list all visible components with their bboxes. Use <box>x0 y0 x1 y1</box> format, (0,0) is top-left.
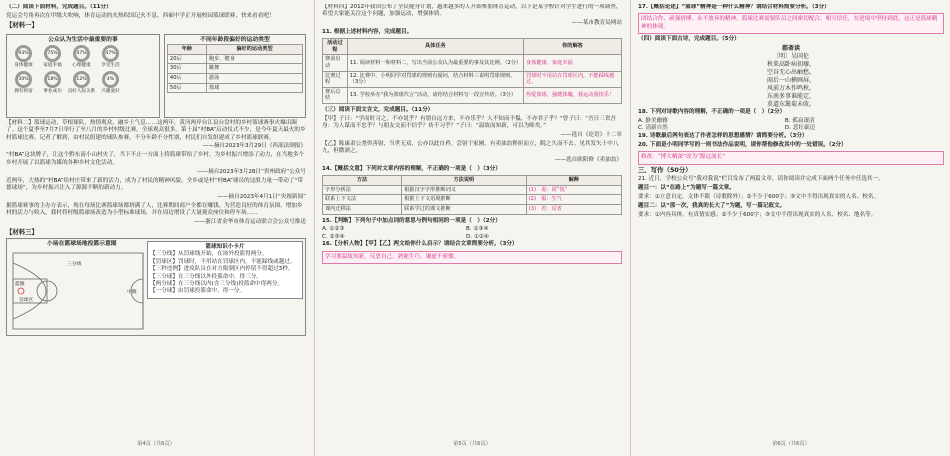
table-cell: 11. 阅读材料一和材料二，写出当前公众认为最重要的事及其比例。（2分） <box>347 55 523 71</box>
card-item: 【三分球】在三分线以外投篮命中，得三分。 <box>150 273 262 280</box>
chart-title: 公众认为生活中最重要的事 <box>48 36 118 43</box>
card-item: 【罚球区】罚球时，不用站在罚球区内，不能踩线或越过。 <box>150 258 296 265</box>
table-header: 方法说明 <box>402 176 527 186</box>
material-2-text: 据篮球赛事的主办方表示，现在每场比赛篮球场都挤满了人，比赛期间商户全都在赚钱。为营造良好的体育氛围，增加乡村的活力与收入，我村将村级篮球场改造为小型标准球场，并在周边增设了大量观众座位和停车场…… <box>6 202 303 217</box>
table-cell: 13. 学校举办“我为篮球代言”活动，请你结合材料写一段宣传语。（3分） <box>347 87 523 103</box>
option: B. ①③④ <box>466 226 489 233</box>
source-note: ——浙江省金华市体育运动联合会公众号推送 <box>194 219 306 226</box>
table-row <box>323 195 622 205</box>
page-4 <box>6 4 306 450</box>
card-title: 篮球知识小卡片 <box>205 243 245 250</box>
material-2-text: “村BA”这块牌子，让这个黔东南小山村火了，当下不止一方面上将篮球带给了乡村，为乡村振兴增添了动力，在当地多个乡村开展了以篮球为媒的各种乡村文化活动。 <box>6 152 305 166</box>
material-2-text: 【材料二】篮球运动，草根球队，热情观众，融乡土气息……这两年，黄河两岸台江县台盘村的乡村篮球赛事火爆出圈了。这个夏季至7月7日举行了至八月的乡村村级比赛，全球观众很多。第十届“村BA”启动仪式不少，是今年夏天最火的乡村篮球比赛。记者了解到，由村民组建的球队参赛，不分年龄不分性别，村民们自发组建成了乡村篮球联赛。 <box>6 119 306 141</box>
table-header: 偏好的运动类型 <box>206 45 302 55</box>
writing-task-1-text: 要求：①立意自定，文体不限（诗歌除外）；②不少于600字；③文中不得出现真实的人名、校名。 <box>638 193 880 200</box>
answer-20: 修改：“博大精深”改为“源远流长” <box>638 151 944 164</box>
page-6 <box>638 4 944 450</box>
question-15: 15.【判断】下列句子中加点词的意思与例句相同的一项是（ ）（2分） <box>322 217 501 224</box>
donut-value: 75% <box>44 45 61 62</box>
table-row <box>167 83 302 93</box>
answer-17: 团结合作、顽强拼搏、永不放弃的精神。篮球比赛需要队员之间密切配合，相互信任，在逆境中坚持到底，这正是篮球精神的体现。 <box>638 13 944 34</box>
page-5 <box>322 4 622 450</box>
card-item: 【两分球】在三分线以内(含三分线)投篮命中得两分。 <box>150 280 284 287</box>
question-19: 19. 诗歌最后两句表达了作者怎样的思想感情？请简要分析。（3分） <box>638 132 808 139</box>
table-row <box>323 87 622 103</box>
court-diagram <box>6 238 306 336</box>
table-row <box>167 73 302 83</box>
table-header: 活动过程 <box>323 39 348 55</box>
table-row <box>323 55 622 71</box>
donut-label: 事业成功 <box>43 88 62 94</box>
question-16: 16.【分析人物】【甲】【乙】两文给你什么启示？请结合文章简要分析。（3分） <box>322 241 518 248</box>
court-label: 三分线 <box>67 261 82 267</box>
donut-label: 家庭幸福 <box>43 63 62 69</box>
donut-value: 47% <box>73 45 90 62</box>
table-cell: 40后 <box>167 73 206 83</box>
table-cell: 联系学过的课文推断 <box>402 204 527 214</box>
question-intro: 11. 根据上述材料内容，完成题目。 <box>322 29 413 36</box>
source-note: ——选自《论语》十二章 <box>560 132 622 139</box>
writing-section: 三、写作（50分） <box>638 165 692 174</box>
option: A. 静美幽雅 <box>638 118 668 125</box>
table-row <box>323 185 622 195</box>
table-cell: 游泳 <box>206 73 302 83</box>
poem-title: 郡斋读 <box>781 45 800 53</box>
poem-author: 〔明〕吴国伦 <box>772 53 809 61</box>
option: A. ①②③ <box>322 226 345 233</box>
intro-text: 党运会号角再次在甲级大吹响，体育运动的火热似国记火不息。西硕中学正开展校园篮球联赛，快来看看吧！ <box>6 12 275 19</box>
donut-label: 兴趣爱好 <box>101 88 120 94</box>
poem-line: 风前万木作鸣秋。 <box>766 85 815 93</box>
donut-label: 拥有财富 <box>14 88 33 94</box>
card-item: 【三分线】从罚球线开始，在场外投篮得两分。 <box>150 251 268 258</box>
table-cell: 根据汉字字形推断词义 <box>402 185 527 195</box>
table-cell: 身体健康、家庭幸福 <box>523 55 621 71</box>
table-header: 具体任务 <box>347 39 523 55</box>
writing-task-1: 题目一：以“在路上”为题写一篇文章。 <box>638 184 735 191</box>
poem-block <box>638 45 944 109</box>
material-4-text: 【材料四】2012年我国公布了全民健身计划，越来越多的人开始参加体育运动。以下是某学校针对学生进行的一项调查，希望大家能关注这个问题，加强运动，增强体质。 <box>322 4 622 18</box>
option: C. ②③④ <box>322 233 345 240</box>
source-note: ——摘自2023年4月1日“央视新闻” <box>217 193 306 200</box>
donut-value: 4% <box>102 71 119 88</box>
donut-value: 18% <box>44 71 61 88</box>
donut-chart-panel <box>6 34 160 118</box>
table-cell: 根据上下文语境推断 <box>402 195 527 205</box>
table-cell: 20后 <box>167 54 206 64</box>
table-row <box>323 204 622 214</box>
question-20: 20. 下面是小明同学写的一则书法作品说明，请你帮他修改其中的一处错误。（2分） <box>638 141 847 148</box>
material-1-label: 【材料一】 <box>6 21 38 30</box>
table-cell: 跑步、健身 <box>206 54 302 64</box>
table-row <box>167 54 302 64</box>
material-1-figures <box>6 32 306 120</box>
poem-line: 东南多事谁能定， <box>766 93 815 101</box>
writing-task-2: 题目二：以“那一次，我真的长大了”为题，写一篇记叙文。 <box>638 202 786 209</box>
donut-label: 享受生活 <box>101 63 120 69</box>
option: C. 清新自然 <box>638 125 668 132</box>
table-cell: 罚球时不用站在罚球区内，不能踩线越过。 <box>523 71 621 87</box>
donut-row <box>9 44 157 62</box>
column-divider <box>314 0 315 456</box>
table-header: 你的解答 <box>523 39 621 55</box>
donut-label: 身体健康 <box>14 63 33 69</box>
sport-preference-table <box>167 44 303 93</box>
donut-value: 12% <box>73 71 90 88</box>
court-label: 罚球区 <box>19 297 34 303</box>
table-header: 方法 <box>323 176 402 186</box>
table-cell: 比赛过程 <box>323 71 348 87</box>
option: D. ①②④ <box>466 233 489 240</box>
question-18: 18. 下列对诗歌内容的理解，不正确的一项是（ ）（2分） <box>638 109 786 116</box>
table-cell: 课内迁移法 <box>323 204 402 214</box>
table-cell: 30后 <box>167 64 206 74</box>
table-cell: 热爱篮球，强健体魄，我运动我快乐！ <box>523 87 621 103</box>
court-title: 小场在篮球场地投篮示意图 <box>47 240 117 247</box>
donut-value: 47% <box>102 45 119 62</box>
donut-value: 30% <box>15 71 32 88</box>
table-cell: (1) 说：同“悦” <box>526 185 621 195</box>
material-3-label: 【材料三】 <box>6 227 38 236</box>
page-footer: 第6页（共6页） <box>772 440 810 447</box>
table-cell: 跳舞 <box>206 64 302 74</box>
writing-task-2-text: 要求：①内容具体，有真情实感；②不少于600字；③文中不得出现真实的人名、校名、地名等。 <box>638 211 877 218</box>
donut-label: 心理健康 <box>72 63 91 69</box>
activity-table <box>322 38 622 104</box>
donut-label: 良好人际关系 <box>67 88 96 94</box>
table-cell: (2) 愠：生气 <box>526 195 621 205</box>
word-method-table <box>322 175 622 214</box>
option: D. 悲壮豪迈 <box>784 125 816 132</box>
court-label: 中圈 <box>127 289 137 295</box>
section-heading: （二）阅读下面材料，完成题目。（11分） <box>6 4 112 10</box>
material-2-text: 近两年，大热的“村BA”给村庄带来了新的活力，成为了村民的精神风貌。全乡或是村“村BA”球员的这股力量一带动了“带德球场”，为乡村振兴注入了源源不断的新动力。 <box>6 177 303 191</box>
donut-label-row <box>9 62 157 69</box>
question-14: 14.【概括文意】下列对文章内容的理解，不正确的一项是（ ）（3分） <box>322 166 501 173</box>
source-note: ——摘自2023年3月29日《西部法制报》 <box>202 143 306 150</box>
table-cell: 联系上下文法 <box>323 195 402 205</box>
section-heading: （四）阅读下面古诗，完成题目。（5分） <box>638 36 740 43</box>
card-item: 【三秒违例】进攻队员在对方限制区内停留不得超过3秒。 <box>150 266 294 273</box>
table-cell: 赛后总结 <box>323 87 348 103</box>
table-title: 不同年龄段偏好的运动类型 <box>200 36 270 43</box>
table-cell: 篮球 <box>206 83 302 93</box>
sport-table-panel <box>164 34 306 118</box>
classical-text-a: 【甲】子曰：“学而时习之，不亦说乎？有朋自远方来，不亦乐乎？人不知而不愠，不亦君子乎？”曾子曰：“吾日三省吾身：为人谋而不忠乎？与朋友交而不信乎？传不习乎？”子曰：“温故而知新，可以为师矣。” <box>322 115 616 130</box>
knowledge-card <box>147 241 303 299</box>
question-21: 21. 近日，学校公众号“我对我说”栏目发布了两篇文章，请你阅读并完成下面两个任务中任选其一。 <box>638 175 884 182</box>
table-cell: 50后 <box>167 83 206 93</box>
source-note: ——摘自2023年3月28日“贵州政府”公众号 <box>196 168 306 175</box>
page-footer: 第5页（共6页） <box>453 440 491 447</box>
table-cell: 12. 比赛中，小明同学对罚球的规则有疑问，结合材料三说明罚球规则。（3分） <box>347 71 523 87</box>
poem-line: 空谷无心出岫愁。 <box>766 69 815 77</box>
question-17: 17.【概括论述】“篮球”精神是一种什么精神？请结合材料简要分析。（3分） <box>638 4 830 10</box>
option: B. 孤寂凄清 <box>784 118 815 125</box>
classical-text-b: 【乙】陈康肃公尧咨善射，当世无双，公亦以此自矜。尝射于家圃，有卖油翁释担而立，睨之久而不去。见其发矢十中八九，但微颔之。 <box>322 141 619 155</box>
table-cell: 字形分析法 <box>323 185 402 195</box>
poem-line: 秋来高卧病初瘳， <box>766 61 815 69</box>
card-item: 【一分球】由罚球投篮命中，得一分。 <box>150 288 246 295</box>
table-cell: (3) 省：反省 <box>526 204 621 214</box>
donut-value: 93% <box>15 45 32 62</box>
answer-16: 学习要温故知新，反思自己，熟能生巧，谦虚不骄傲。 <box>322 251 622 264</box>
column-divider <box>630 0 631 456</box>
donut-row <box>9 70 157 88</box>
q18-options <box>638 118 944 133</box>
table-row <box>323 71 622 87</box>
poem-line: 莫道东篱菊未收。 <box>766 101 815 109</box>
source-note: ——选自欧阳修《卖油翁》 <box>554 157 622 164</box>
table-header: 年龄 <box>167 45 206 55</box>
table-row <box>167 64 302 74</box>
q15-options <box>322 226 622 241</box>
donut-label-row <box>9 88 157 95</box>
page-footer: 第4页（共6页） <box>137 440 175 447</box>
table-header: 解释 <box>526 176 621 186</box>
poem-line: 雨后一山横画屏， <box>766 77 815 85</box>
section-heading: （三）阅读下面文言文，完成题目。（11分） <box>322 106 434 113</box>
table-cell: 赛前启动 <box>323 55 348 71</box>
source-note: ——某市教育局网站 <box>571 20 622 27</box>
court-label: 篮圈 <box>15 281 25 287</box>
